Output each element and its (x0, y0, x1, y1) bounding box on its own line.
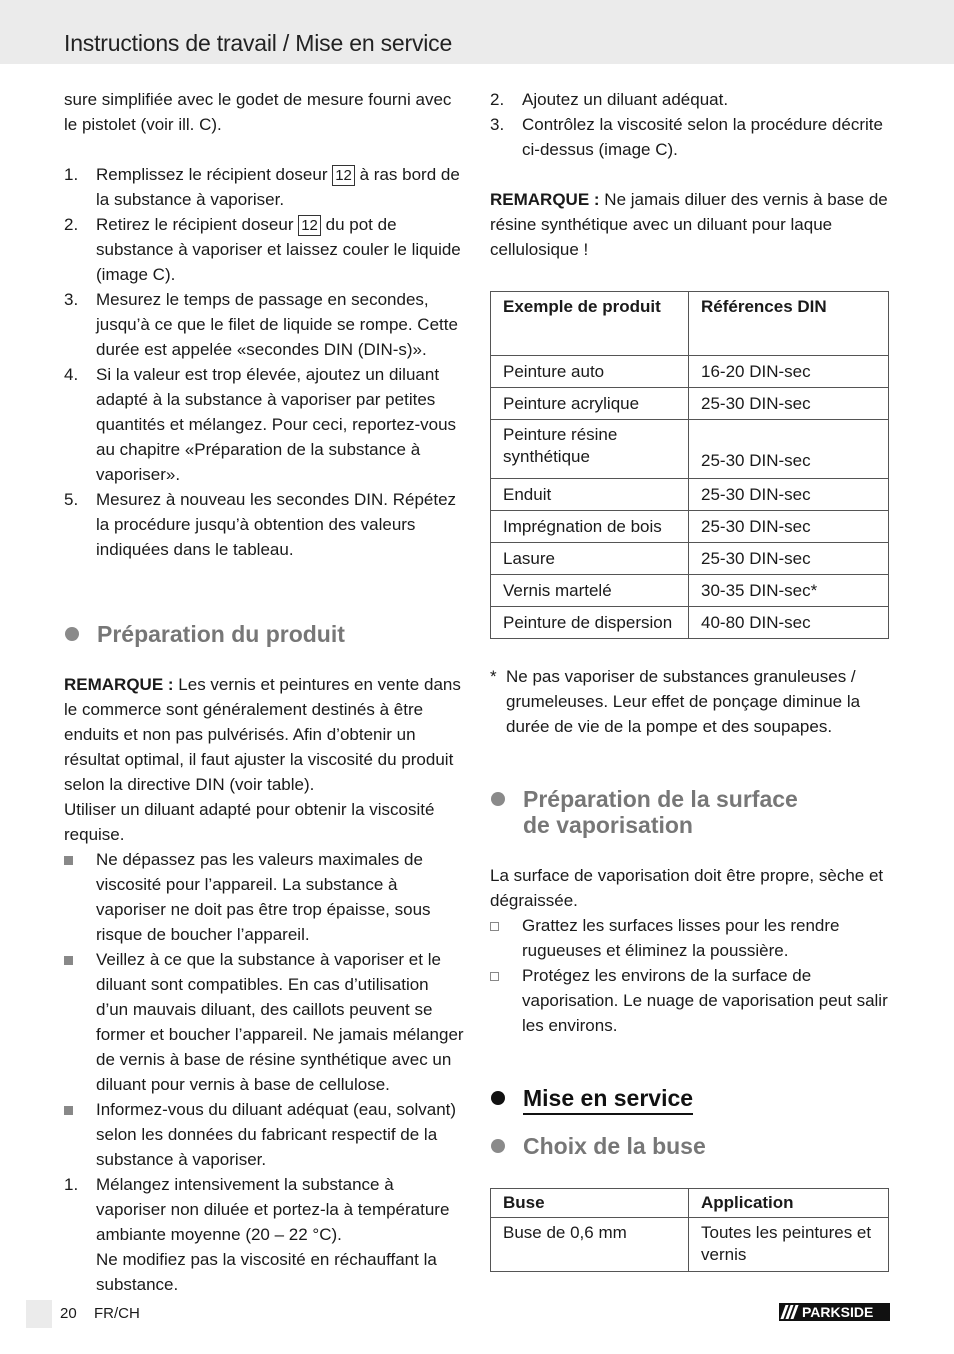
table-cell: 25-30 DIN-sec (689, 543, 889, 575)
footnote: * Ne pas vaporiser de substances granuleuses / grumeleuses. Leur effet de ponçage diminue la durée de vie de la pompe et des soupapes. (490, 664, 890, 739)
remark-text: Les vernis et peintures en vente dans le commerce sont généralement destinés à être enduits et non pas pulvérisés. Afin d’obtenir un résultat optimal, il faut ajuster la viscosité du produit selon la directive DIN (voir table). (64, 675, 461, 794)
table-cell: Toutes les peintures et vernis (689, 1218, 889, 1272)
brand-name: PARKSIDE (802, 1304, 874, 1320)
table-header-cell: Buse (491, 1189, 689, 1218)
table-header-cell: Références DIN (689, 292, 889, 356)
step-item: 3. Contrôlez la viscosité selon la procédure décrite ci-dessus (image C). (490, 112, 890, 162)
table-header-row (491, 1189, 889, 1218)
remark-paragraph (490, 187, 890, 262)
step-number: 2. (490, 90, 505, 109)
table-row (491, 543, 889, 575)
table-cell: 25-30 DIN-sec (689, 511, 889, 543)
step-item (64, 212, 464, 287)
section-heading-mise-en-service: Mise en service (490, 1085, 890, 1111)
page-title: Instructions de travail / Mise en service (64, 30, 453, 56)
bullet-dot-icon (491, 1139, 505, 1153)
table-header-cell: Application (689, 1189, 889, 1218)
square-bullet-icon (64, 956, 73, 965)
step-number: 5. (64, 490, 79, 509)
bullet-dot-icon (65, 627, 79, 641)
table-cell: Enduit (491, 479, 689, 511)
step-number: 1. (64, 165, 79, 184)
step-item: 2. Ajoutez un diluant adéquat. (490, 87, 890, 112)
table-cell: Lasure (491, 543, 689, 575)
step-text-post: à ras bord de la substance à vaporiser. (96, 165, 460, 209)
intro-text: sure simplifiée avec le godet de mesure fourni avec le pistolet (voir ill. C). (64, 90, 452, 134)
step-item (64, 362, 464, 487)
step-item (64, 487, 464, 562)
table-cell: 16-20 DIN-sec (689, 356, 889, 388)
ref-number-box: 12 (298, 215, 321, 236)
table-cell: 25-30 DIN-sec (689, 479, 889, 511)
section-heading-preparation-surface: Préparation de la surface de vaporisation (490, 786, 890, 838)
step-note: Ne modifiez pas la viscosité en réchauffant la substance. (96, 1250, 437, 1294)
section-heading-preparation-produit: Préparation du produit (64, 621, 464, 647)
table-cell: 40-80 DIN-sec (689, 607, 889, 639)
remark-label: REMARQUE : (490, 190, 600, 209)
bullet-item: Veillez à ce que la substance à vaporiser et le diluant sont compatibles. En cas d’utilisation d’un mauvais diluant, des caillots peuvent se former et boucher l’appareil. Ne jamais mélanger de vernis à base de résine synthétique avec un diluant pour vernis à base de cellulose. (64, 947, 464, 1097)
open-square-bullet-icon (490, 972, 499, 981)
table-header-row (491, 292, 889, 356)
page-number: 20 (60, 1305, 77, 1322)
table-cell: 25-30 DIN-sec (689, 388, 889, 420)
table-row (491, 420, 889, 479)
square-bullet-icon (64, 1106, 73, 1115)
table-row (491, 479, 889, 511)
din-table (490, 291, 889, 639)
page-number-box (26, 1300, 52, 1328)
step-number: 3. (64, 290, 79, 309)
step-text-post: du pot de substance à vaporiser et laissez couler le liquide (image C). (96, 215, 461, 284)
table-cell: Peinture de dispersion (491, 607, 689, 639)
footnote-mark: * (490, 667, 497, 686)
step-text: Mesurez à nouveau les secondes DIN. Répétez la procédure jusqu’à obtention des valeurs indiquées dans le tableau. (96, 490, 457, 559)
diluant-text: Utiliser un diluant adapté pour obtenir la viscosité requise. (64, 800, 435, 844)
logo-stripes-icon (783, 1305, 798, 1319)
table-row (491, 1218, 889, 1272)
square-bullet-icon (64, 856, 73, 865)
step-text: Si la valeur est trop élevée, ajoutez un diluant adapté à la substance à vaporiser par petites quantités et mélangez. Pour ceci, reportez-vous au chapitre «Préparation de la substance à vaporiser». (96, 365, 457, 484)
step-number: 2. (64, 215, 79, 234)
parkside-logo (779, 1303, 890, 1321)
left-column (64, 87, 464, 1297)
table-cell: 25-30 DIN-sec (689, 420, 889, 479)
surface-intro: La surface de vaporisation doit être propre, sèche et dégraissée. (490, 866, 884, 910)
bullet-item: Ne dépassez pas les valeurs maximales de viscosité pour l’appareil. La substance à vaporiser ne doit pas être trop épaisse, sous risque de boucher l’appareil. (64, 847, 464, 947)
bullet-item: Informez-vous du diluant adéquat (eau, solvant) selon les données du fabricant respectif de la substance à vaporiser. (64, 1097, 464, 1172)
table-cell: Peinture résine synthétique (491, 420, 689, 479)
remark-text: Ne jamais diluer des vernis à base de résine synthétique avec un diluant pour laque cellulosique ! (490, 190, 888, 259)
table-cell: Buse de 0,6 mm (491, 1218, 689, 1272)
open-square-bullet-icon (490, 922, 499, 931)
buse-table (490, 1188, 889, 1272)
step-item (64, 287, 464, 362)
step-text-pre: Retirez le récipient doseur (96, 215, 299, 234)
bullet-dot-icon (491, 792, 505, 806)
step-item (64, 162, 464, 212)
step-text-pre: Remplissez le récipient doseur (96, 165, 333, 184)
table-header-cell: Exemple de produit (491, 292, 689, 356)
table-row (491, 388, 889, 420)
bullet-item: Protégez les environs de la surface de vaporisation. Le nuage de vaporisation peut salir les environs. (490, 963, 890, 1038)
table-cell: Peinture auto (491, 356, 689, 388)
table-row (491, 356, 889, 388)
right-column (490, 87, 890, 1272)
table-cell: Imprégnation de bois (491, 511, 689, 543)
table-cell: Vernis martelé (491, 575, 689, 607)
table-row (491, 607, 889, 639)
table-cell: Peinture acrylique (491, 388, 689, 420)
bullet-item: Grattez les surfaces lisses pour les rendre rugueuses et éliminez la poussière. (490, 913, 890, 963)
remark-label: REMARQUE : (64, 675, 174, 694)
step-item: 1. Mélangez intensivement la substance à vaporiser non diluée et portez-la à température ambiante moyenne (20 – 22 °C). Ne modifiez pas la viscosité en réchauffant la substance. (64, 1172, 464, 1297)
step-number: 4. (64, 365, 79, 384)
table-row (491, 511, 889, 543)
bullet-dot-icon (491, 1091, 505, 1105)
step-text: Mesurez le temps de passage en secondes, jusqu’à ce que le filet de liquide se rompe. Cette durée est appelée «secondes DIN (DIN-s)». (96, 290, 458, 359)
table-cell: 30-35 DIN-sec* (689, 575, 889, 607)
language-code: FR/CH (94, 1305, 140, 1322)
remark-paragraph (64, 672, 464, 797)
step-number: 3. (490, 115, 505, 134)
table-row (491, 575, 889, 607)
ref-number-box: 12 (332, 165, 355, 186)
section-heading-choix-buse: Choix de la buse (490, 1133, 890, 1159)
step-number: 1. (64, 1175, 79, 1194)
